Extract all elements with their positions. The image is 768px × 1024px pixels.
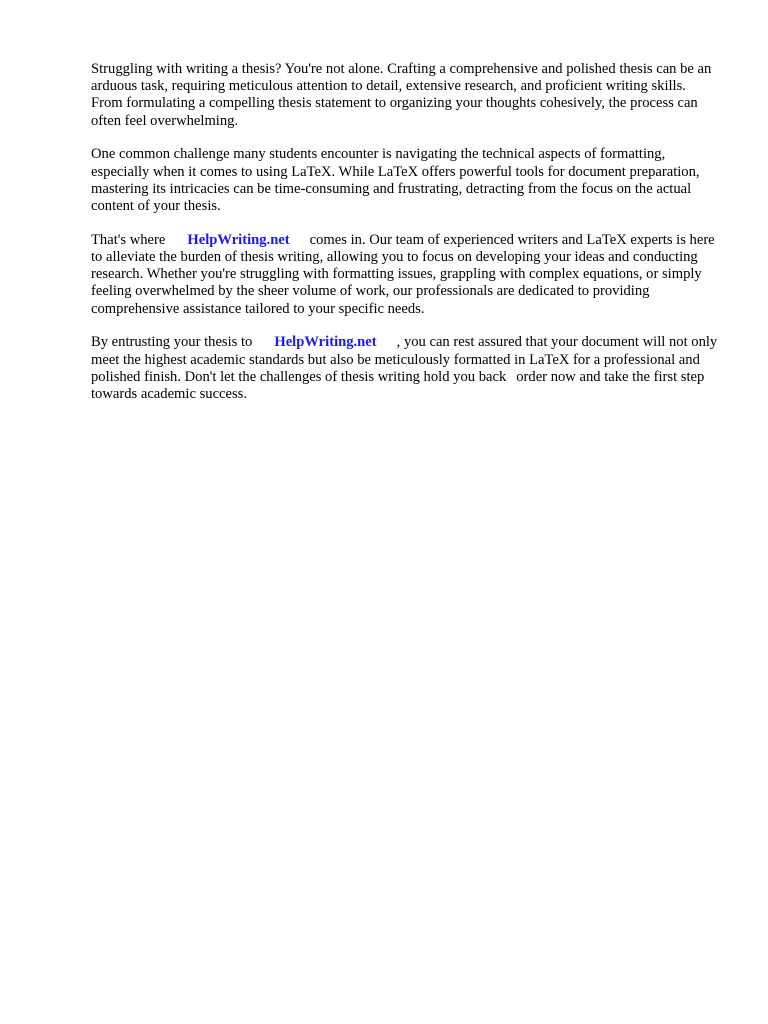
document-page — [91, 61, 721, 420]
helpwriting-link-2[interactable]: HelpWriting.net — [274, 334, 377, 351]
paragraph-service-intro-before: That's where — [91, 231, 166, 248]
paragraph-call-to-action-after: order now and take the first step towards academic success. — [91, 368, 705, 403]
paragraph-call-to-action-before: By entrusting your thesis to — [91, 334, 253, 351]
paragraph-latex-challenge — [91, 146, 721, 215]
helpwriting-link[interactable]: HelpWriting.net — [187, 231, 290, 248]
paragraph-service-intro-after: comes in. Our team of experienced writers and LaTeX experts is here to alleviate the burden of thesis writing, allowing you to focus on developing your ideas and conducting research. Whether you're struggling with formatting issues, grappling with complex equations, or simply feeling overwhelmed by the sheer volume of work, our professionals are dedicated to providing comprehensive assistance tailored to your specific needs. — [91, 231, 715, 317]
paragraph-service-intro — [91, 232, 721, 318]
paragraph-call-to-action-middle: , you can rest assured that your document will not only meet the highest academic standards but also be meticulously formatted in LaTeX for a professional and polished finish. Don't let the challenges of thesis writing hold you back — [91, 334, 718, 385]
paragraph-latex-challenge-text: One common challenge many students encounter is navigating the technical aspects of formatting, especially when it comes to using LaTeX. While LaTeX offers powerful tools for document preparation, mastering its intricacies can be time-consuming and frustrating, detracting from the focus on the actual content of your thesis. — [91, 146, 700, 215]
paragraph-intro — [91, 61, 721, 130]
paragraph-intro-text: Struggling with writing a thesis? You're not alone. Crafting a comprehensive and polished thesis can be an arduous task, requiring meticulous attention to detail, extensive research, and proficient writing skills. From formulating a compelling thesis statement to organizing your thoughts cohesively, the process can often feel overwhelming. — [91, 61, 712, 129]
paragraph-call-to-action — [91, 334, 721, 403]
